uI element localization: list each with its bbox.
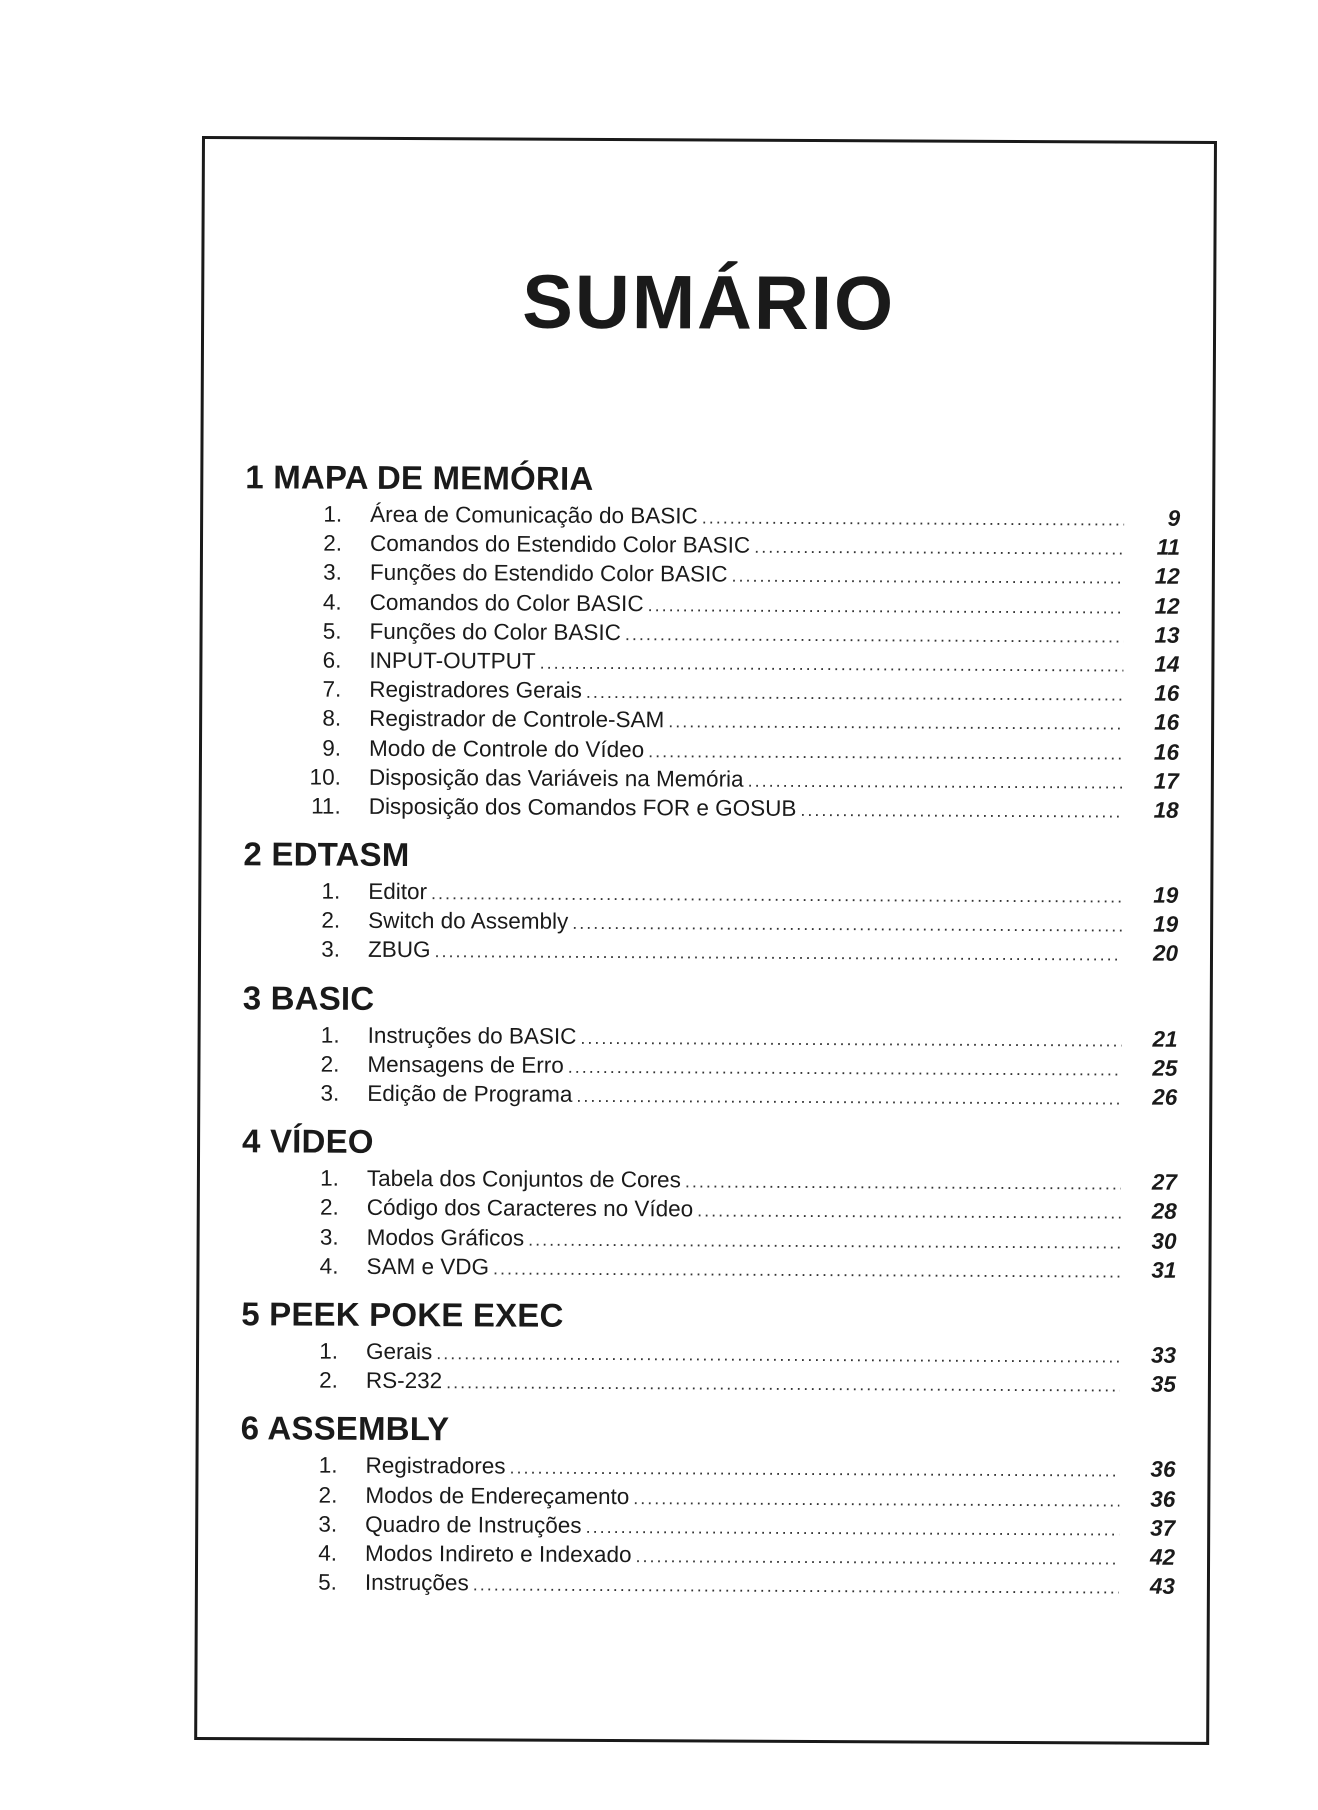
dot-leader [633, 1484, 1119, 1516]
entry-number: 2. [319, 1194, 339, 1221]
entry-label: Registrador de Controle-SAM [369, 706, 665, 733]
entry-number: 2. [318, 1482, 338, 1508]
section-heading: 3 BASIC [242, 978, 375, 1017]
dot-leader [625, 620, 1124, 652]
toc-entry [245, 616, 1180, 650]
toc-entry [245, 528, 1180, 562]
toc-entry [243, 905, 1178, 939]
entry-page-number: 19 [1153, 911, 1179, 938]
dot-leader [754, 533, 1124, 564]
toc-section [243, 834, 1179, 968]
dot-leader [473, 1570, 1119, 1602]
page-frame [194, 136, 1217, 1745]
section-heading: 5 PEEK POKE EXEC [241, 1295, 564, 1334]
entry-number: 2. [320, 1051, 340, 1077]
dot-leader [702, 503, 1124, 534]
entry-number: 3. [321, 937, 341, 963]
entry-page-number: 28 [1151, 1199, 1177, 1225]
toc-entry [242, 1222, 1177, 1256]
toc-entry [240, 1567, 1175, 1601]
dot-leader [540, 649, 1124, 681]
toc-entry [242, 1078, 1177, 1112]
entry-label: Editor [368, 878, 428, 905]
entry-label: Disposição das Variáveis na Memória [368, 764, 744, 792]
section-heading: 6 ASSEMBLY [240, 1409, 450, 1448]
entry-page-number: 16 [1154, 709, 1180, 736]
toc-entry [244, 791, 1179, 825]
dot-leader [568, 1053, 1122, 1085]
entry-number: 1. [320, 1022, 340, 1048]
entry-number: 5. [318, 1569, 337, 1595]
entry-label: Área de Comunicação do BASIC [370, 501, 698, 529]
entry-page-number: 27 [1151, 1169, 1177, 1195]
entry-number: 2. [321, 907, 341, 933]
entry-label: Mensagens de Erro [367, 1051, 564, 1078]
entry-label: Modos de Endereçamento [365, 1482, 630, 1509]
dot-leader [493, 1254, 1121, 1286]
toc-entry [240, 1480, 1175, 1514]
entry-page-number: 17 [1153, 768, 1179, 794]
dot-leader [434, 938, 1122, 971]
toc-entry [244, 645, 1179, 679]
entry-label: Código dos Caracteres no Vídeo [366, 1195, 694, 1222]
toc-entry [241, 1251, 1176, 1285]
toc-section [241, 1121, 1177, 1284]
entry-number: 10. [309, 764, 341, 790]
entry-label: Modo de Controle do Vídeo [368, 735, 645, 762]
entry-page-number: 35 [1150, 1371, 1176, 1397]
section-heading: 2 EDTASM [243, 835, 410, 874]
entry-label: Funções do Color BASIC [369, 618, 622, 645]
entry-page-number: 12 [1154, 564, 1180, 590]
entry-number: 3. [323, 559, 342, 586]
toc-entry [240, 1538, 1175, 1572]
entry-page-number: 26 [1152, 1084, 1178, 1110]
entry-page-number: 14 [1154, 651, 1180, 677]
entry-label: ZBUG [367, 937, 431, 963]
entry-page-number: 11 [1156, 534, 1181, 560]
entry-number: 4. [322, 589, 342, 615]
toc-entry [242, 1049, 1177, 1083]
toc-entry [242, 1163, 1177, 1197]
toc-entry [241, 1336, 1176, 1370]
section-heading: 4 VÍDEO [241, 1122, 374, 1161]
toc-entry [243, 876, 1178, 910]
page-title: SUMÁRIO [522, 259, 896, 347]
dot-leader [685, 1168, 1121, 1199]
dot-leader [635, 1542, 1119, 1574]
entry-page-number: 30 [1151, 1228, 1177, 1254]
entry-page-number: 18 [1153, 797, 1179, 823]
entry-label: RS-232 [365, 1367, 443, 1394]
entry-label: INPUT-OUTPUT [369, 647, 536, 674]
entry-label: Disposição dos Comandos FOR e GOSUB [368, 793, 797, 821]
entry-page-number: 33 [1150, 1342, 1177, 1368]
dot-leader [697, 1197, 1121, 1228]
entry-page-number: 9 [1167, 505, 1181, 531]
entry-label: Edição de Programa [367, 1080, 573, 1107]
entry-label: Switch do Assembly [368, 908, 569, 935]
toc-entry [244, 762, 1179, 796]
entry-label: Quadro de Instruções [365, 1511, 582, 1538]
toc-entry [240, 1451, 1175, 1485]
entry-number: 3. [319, 1224, 339, 1250]
entry-number: 1. [318, 1452, 338, 1478]
toc-entry [243, 935, 1178, 969]
entry-number: 4. [319, 1253, 339, 1279]
table-of-contents [240, 457, 1181, 1615]
section-heading: 1 MAPA DE MEMÓRIA [245, 458, 594, 497]
toc-entry [245, 558, 1180, 592]
dot-leader [668, 708, 1123, 739]
dot-leader [580, 1023, 1121, 1055]
entry-number: 7. [322, 676, 342, 702]
toc-entry [244, 704, 1179, 738]
entry-number: 2. [323, 530, 343, 556]
dot-leader [586, 1513, 1120, 1545]
entry-page-number: 12 [1154, 593, 1180, 619]
dot-leader [648, 591, 1124, 623]
entry-label: Registradores [365, 1453, 506, 1479]
entry-number: 6. [322, 647, 342, 673]
entry-page-number: 16 [1154, 680, 1180, 706]
dot-leader [748, 766, 1123, 797]
entry-page-number: 31 [1151, 1257, 1177, 1283]
dot-leader [446, 1368, 1120, 1400]
entry-number: 8. [322, 705, 342, 731]
dot-leader [436, 1339, 1120, 1372]
entry-page-number: 42 [1149, 1544, 1176, 1570]
toc-entry [240, 1509, 1175, 1543]
entry-page-number: 21 [1152, 1026, 1178, 1052]
entry-number: 2. [319, 1367, 338, 1393]
entry-number: 5. [322, 618, 342, 644]
entry-label: Registradores Gerais [369, 676, 582, 703]
entry-number: 9. [322, 735, 342, 761]
entry-page-number: 43 [1149, 1573, 1175, 1599]
toc-entry [241, 1365, 1176, 1399]
dot-leader [800, 796, 1122, 827]
entry-number: 4. [318, 1540, 338, 1566]
toc-entry [245, 499, 1180, 533]
toc-entry [244, 674, 1179, 708]
entry-number: 3. [320, 1080, 340, 1106]
entry-page-number: 20 [1152, 941, 1179, 967]
toc-section [242, 978, 1178, 1112]
entry-page-number: 25 [1152, 1055, 1178, 1081]
entry-label: Funções do Estendido Color BASIC [369, 560, 728, 587]
entry-label: Tabela dos Conjuntos de Cores [366, 1166, 681, 1193]
toc-section [244, 457, 1181, 825]
dot-leader [586, 678, 1124, 710]
entry-label: Instruções [364, 1569, 469, 1596]
entry-number: 1. [319, 1338, 339, 1364]
dot-leader [528, 1225, 1121, 1257]
entry-page-number: 13 [1154, 622, 1180, 648]
entry-page-number: 16 [1153, 739, 1180, 765]
dot-leader [731, 562, 1123, 593]
entry-page-number: 37 [1150, 1515, 1176, 1541]
toc-section [240, 1409, 1176, 1602]
entry-label: Gerais [366, 1338, 433, 1365]
entry-label: SAM e VDG [366, 1253, 490, 1280]
entry-number: 3. [318, 1511, 338, 1537]
dot-leader [576, 1082, 1121, 1114]
entry-number: 1. [323, 501, 343, 527]
entry-label: Comandos do Color BASIC [369, 589, 644, 616]
toc-section [241, 1294, 1176, 1399]
entry-page-number: 19 [1153, 882, 1179, 908]
entry-label: Modos Indireto e Indexado [365, 1540, 632, 1567]
toc-entry [243, 1020, 1178, 1054]
dot-leader [572, 909, 1122, 941]
toc-entry [242, 1193, 1177, 1227]
entry-label: Modos Gráficos [366, 1224, 525, 1251]
toc-entry [244, 733, 1179, 767]
toc-entry [245, 587, 1180, 621]
entry-number: 11. [311, 793, 341, 819]
entry-number: 1. [321, 878, 341, 904]
entry-label: Instruções do BASIC [367, 1022, 577, 1049]
entry-number: 1. [320, 1165, 339, 1191]
entry-label: Comandos do Estendido Color BASIC [369, 531, 751, 558]
entry-page-number: 36 [1150, 1456, 1176, 1483]
entry-page-number: 36 [1150, 1486, 1176, 1512]
